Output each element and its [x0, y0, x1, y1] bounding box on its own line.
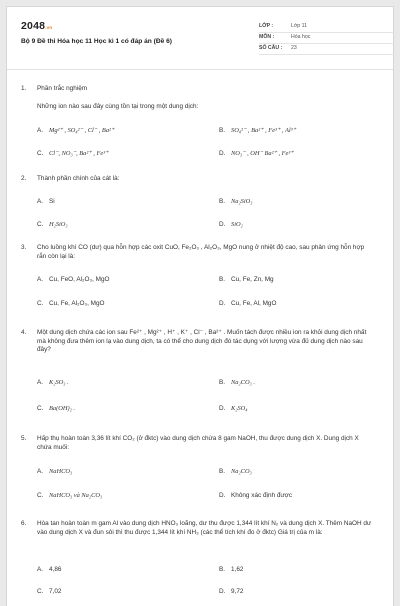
logo-main: 2048	[21, 20, 46, 32]
meta-value: 23	[291, 45, 297, 52]
exam-page	[6, 6, 394, 606]
option-label: A.	[37, 127, 44, 134]
exam-header	[21, 19, 379, 65]
option-text: 9,72	[231, 588, 244, 595]
meta-key: LỚP :	[259, 23, 274, 30]
option-c[interactable]	[37, 405, 75, 414]
option-text: Cu, Fe, Zn, Mg	[231, 276, 274, 283]
question-text: Hòa tan hoàn toàn m gam Al vào dung dịch HNO₃ loãng, dư thu được 1,344 lít khí N₂ và dung dịch X. Thêm NaOH dư vào dung dịch X và đun sôi thì thu được 1,344 lít khí NH₃ (các thể tích khí đo ở đktc) Giá trị của m là:	[37, 520, 372, 536]
option-a[interactable]	[37, 379, 69, 388]
option-a[interactable]	[37, 198, 55, 207]
option-b[interactable]	[219, 198, 253, 207]
option-b[interactable]	[219, 127, 296, 136]
meta-key: MÔN :	[259, 34, 275, 41]
option-text: Không xác định được	[231, 492, 293, 499]
option-label: B.	[219, 127, 226, 134]
question-text: Hấp thụ hoàn toàn 3,36 lít khí CO₂ (ở đktc) vào dung dịch chứa 8 gam NaOH, thu được dung dịch X. Dung dịch X chứa muối:	[37, 435, 359, 451]
option-text: K₂SO₄	[231, 405, 248, 412]
option-text: Cu, Fe, Al, MgO	[231, 300, 277, 307]
option-text: Na₂CO₃	[231, 468, 252, 475]
option-label: C.	[37, 588, 44, 595]
header-divider	[7, 69, 393, 70]
question-number: 6.	[21, 520, 27, 527]
option-a[interactable]	[37, 127, 114, 136]
option-label: A.	[37, 198, 44, 205]
option-b[interactable]	[219, 276, 274, 285]
option-label: C.	[37, 492, 44, 499]
option-label: A.	[37, 276, 44, 283]
option-b[interactable]	[219, 566, 243, 575]
option-text: NO₃⁻ , OH⁻ Ba²⁺ , Fe³⁺	[231, 150, 294, 157]
page-title: Bộ 9 Đề thi Hóa học 11 Học kì 1 có đáp án (Đề 6)	[21, 38, 172, 45]
option-text: Si	[49, 198, 55, 205]
option-d[interactable]	[219, 492, 292, 501]
option-text: Cu, FeO, Al₂O₃, MgO	[49, 276, 110, 283]
option-label: D.	[219, 405, 226, 412]
option-c[interactable]	[37, 150, 109, 159]
question-text: Một dung dịch chứa các ion sau Fe²⁺ , Mg²⁺ , H⁺ , K⁺ , Cl⁻ , Ba²⁺ . Muốn tách được nhiều ion ra khỏi dung dịch nhất mà không đưa thêm ion lạ vào dung dịch, ta có thể cho dung dịch đó tác dụng với lượng vừa đủ dung dịch nào sau đây?	[37, 329, 367, 354]
option-text: SO₄²⁻ , Ba²⁺ , Fe³⁺ , Al³⁺	[231, 127, 296, 134]
option-c[interactable]	[37, 492, 102, 501]
option-label: D.	[219, 492, 226, 499]
option-label: D.	[219, 588, 226, 595]
option-d[interactable]	[219, 405, 248, 414]
option-text: 4,86	[49, 566, 62, 573]
option-text: Na₂SiO₃	[231, 198, 253, 205]
question-number: 4.	[21, 329, 27, 336]
option-c[interactable]	[37, 300, 105, 309]
option-text: 7,02	[49, 588, 62, 595]
option-label: C.	[37, 150, 44, 157]
option-text: NaHCO₃ và Na₂CO₃	[49, 492, 103, 499]
option-text: Cl⁻, NO₃⁻, Ba²⁺ , Fe³⁺	[49, 150, 109, 157]
option-label: A.	[37, 379, 44, 386]
option-label: A.	[37, 566, 44, 573]
option-text: NaHCO₃	[49, 468, 73, 475]
option-a[interactable]	[37, 566, 61, 575]
question-text: Những ion nào sau đây cùng tồn tại trong một dung dịch:	[37, 103, 199, 110]
meta-value: Lớp 11	[291, 23, 307, 30]
logo-tld: .vn	[45, 25, 53, 30]
option-d[interactable]	[219, 221, 243, 230]
option-label: D.	[219, 150, 226, 157]
option-b[interactable]	[219, 468, 252, 477]
meta-row-count	[259, 44, 395, 55]
option-text: 1,62	[231, 566, 244, 573]
option-label: A.	[37, 468, 44, 475]
option-text: Cu, Fe, Al₂O₃, MgO	[49, 300, 105, 307]
question-text: Cho luồng khí CO (dư) qua hỗn hợp các oxit CuO, Fe₂O₃ , Al₂O₃, MgO nung ở nhiệt độ cao, sau phản ứng hỗn hợp rắn còn lại là:	[37, 244, 365, 260]
option-text: Na₂CO₃ .	[231, 379, 255, 386]
option-label: B.	[219, 276, 226, 283]
option-a[interactable]	[37, 468, 72, 477]
option-label: C.	[37, 300, 44, 307]
meta-value: Hóa học	[291, 34, 311, 41]
option-label: C.	[37, 405, 44, 412]
option-a[interactable]	[37, 276, 109, 285]
question-number: 2.	[21, 175, 27, 182]
question-text: Thành phần chính của cát là:	[37, 175, 120, 182]
meta-key: SỐ CÂU :	[259, 45, 283, 52]
option-label: B.	[219, 468, 226, 475]
option-d[interactable]	[219, 300, 276, 309]
section-heading: Phần trắc nghiệm	[37, 85, 88, 92]
option-text: Mg²⁺ , SO₄²⁻ , Cl⁻ , Ba²⁺	[49, 127, 115, 134]
option-b[interactable]	[219, 379, 255, 388]
option-c[interactable]	[37, 588, 61, 597]
option-label: D.	[219, 221, 226, 228]
option-label: B.	[219, 198, 226, 205]
option-text: SiO₂	[231, 221, 243, 228]
question-number: 5.	[21, 435, 27, 442]
option-d[interactable]	[219, 588, 243, 597]
option-text: H₂SiO₃	[49, 221, 68, 228]
option-c[interactable]	[37, 221, 68, 230]
option-d[interactable]	[219, 150, 294, 159]
option-label: B.	[219, 566, 226, 573]
exam-meta	[259, 22, 395, 55]
option-label: D.	[219, 300, 226, 307]
option-text: K₂SO₃ .	[49, 379, 69, 386]
option-text: Ba(OH)₂ .	[49, 405, 76, 412]
question-number: 3.	[21, 244, 27, 251]
option-label: B.	[219, 379, 226, 386]
option-label: C.	[37, 221, 44, 228]
question-number: 1.	[21, 85, 27, 92]
meta-row-class	[259, 22, 395, 33]
meta-row-subject	[259, 33, 395, 44]
